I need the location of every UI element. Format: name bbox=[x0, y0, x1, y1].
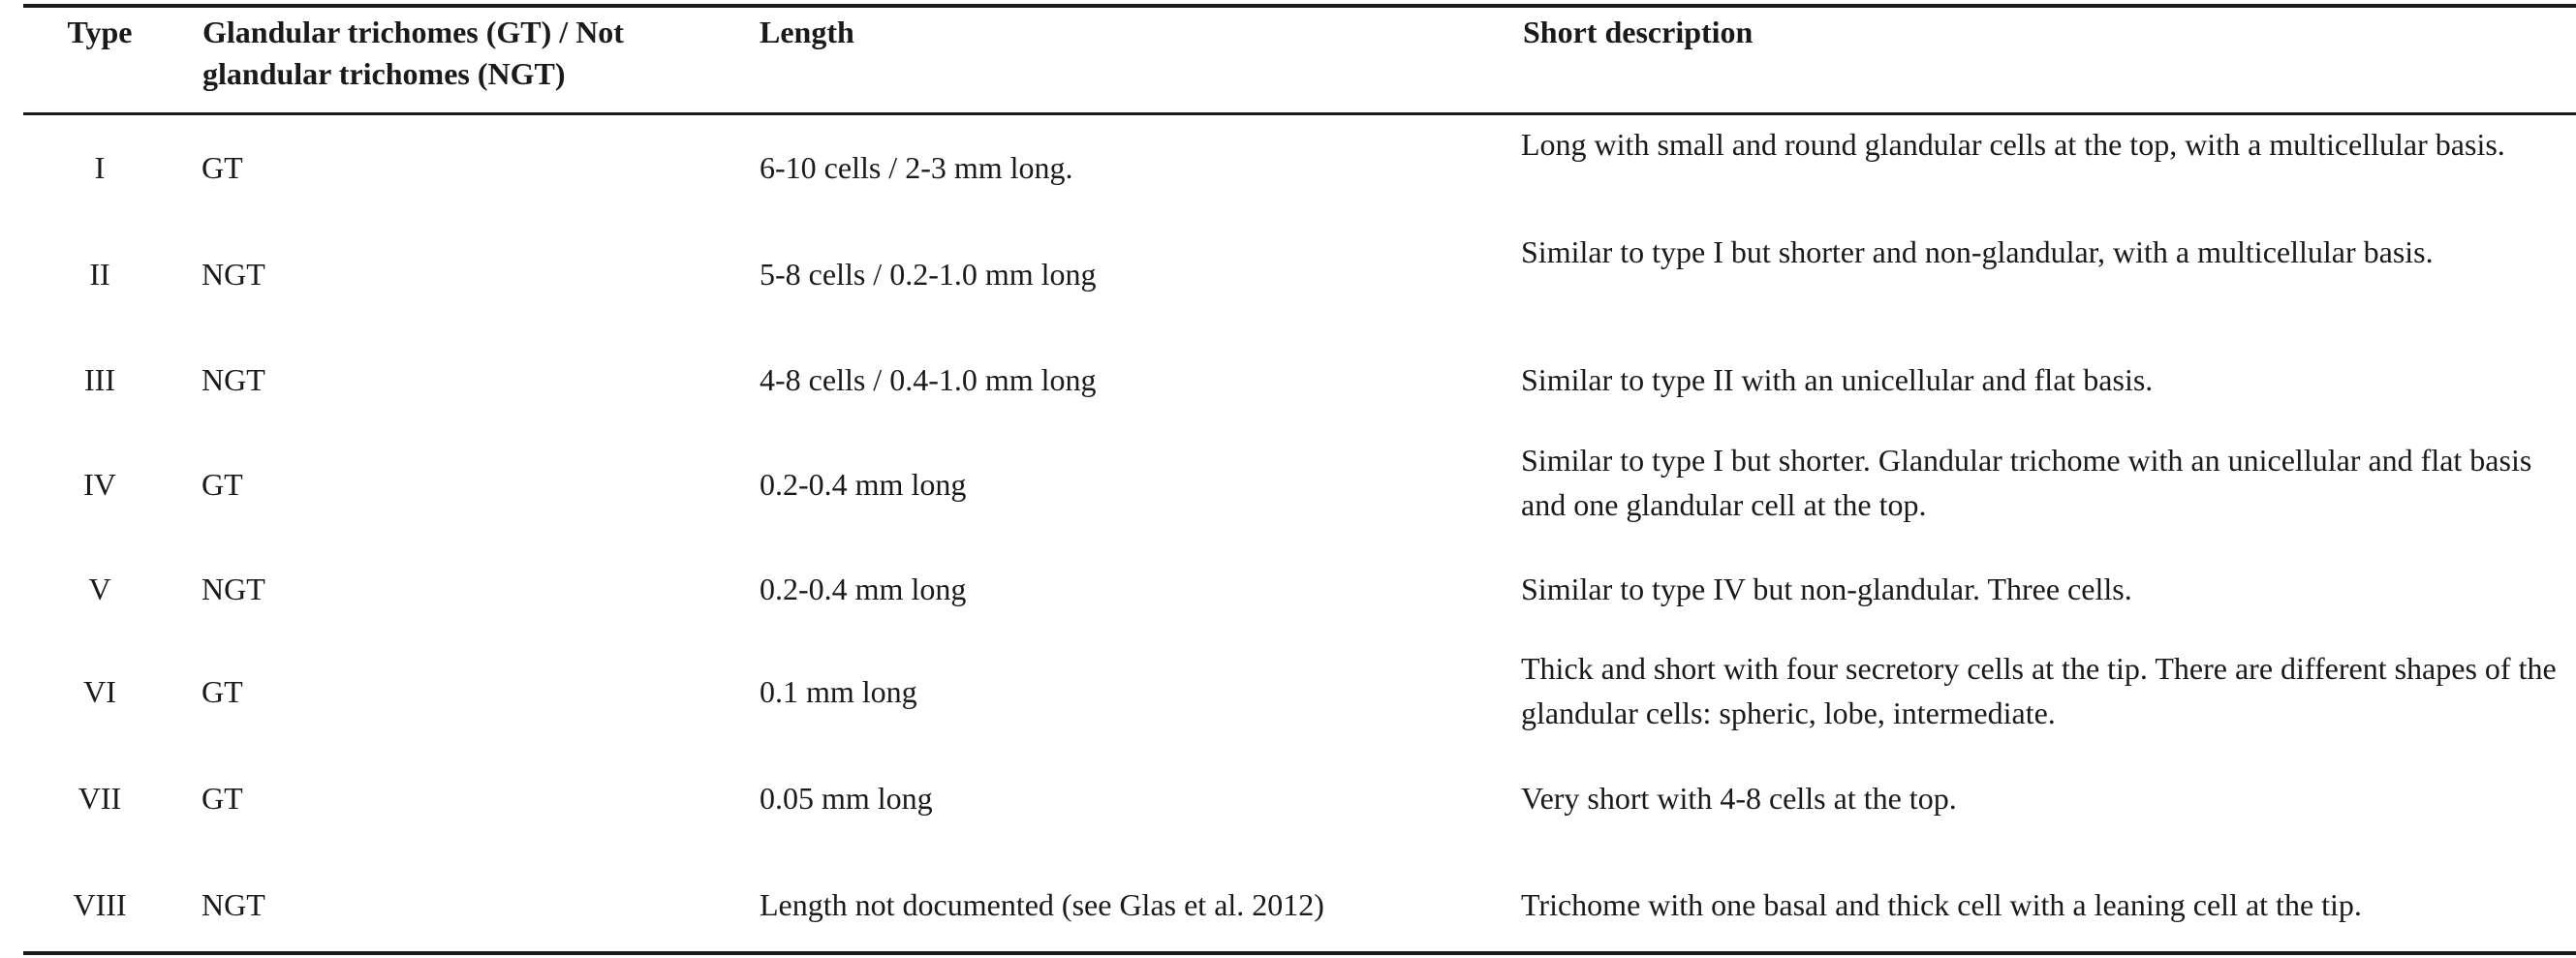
header-gt-ngt: Glandular trichomes (GT) / Not glandular trichomes (NGT) bbox=[202, 15, 624, 91]
bottom-rule bbox=[23, 951, 2576, 955]
cell-description: Similar to type II with an unicellular and flat basis. bbox=[1521, 362, 2154, 397]
cell-type: IV bbox=[83, 467, 116, 502]
cell-gt: GT bbox=[202, 781, 243, 816]
cell-description: Thick and short with four secretory cells at the tip. There are different shapes of the glandular cells: spheric, lobe, intermediate. bbox=[1521, 651, 2557, 730]
trichome-types-table bbox=[23, 0, 2576, 958]
cell-description: Trichome with one basal and thick cell with a leaning cell at the tip. bbox=[1521, 887, 2362, 922]
cell-type: VII bbox=[78, 781, 122, 816]
cell-description: Long with small and round glandular cells at the top, with a multicellular basis. bbox=[1521, 127, 2505, 162]
header-length: Length bbox=[760, 15, 854, 49]
cell-gt: GT bbox=[202, 150, 243, 185]
cell-gt: NGT bbox=[202, 362, 265, 397]
cell-length: Length not documented (see Glas et al. 2012) bbox=[760, 887, 1324, 922]
cell-description: Similar to type IV but non-glandular. Three cells. bbox=[1521, 572, 2132, 606]
header-short-description: Short description bbox=[1523, 15, 1754, 49]
cell-gt: GT bbox=[202, 674, 243, 709]
cell-description: Very short with 4-8 cells at the top. bbox=[1521, 781, 1957, 816]
cell-gt: NGT bbox=[202, 572, 265, 606]
cell-length: 6-10 cells / 2-3 mm long. bbox=[760, 150, 1073, 185]
cell-type: III bbox=[84, 362, 115, 397]
cell-length: 5-8 cells / 0.2-1.0 mm long bbox=[760, 257, 1097, 292]
cell-length: 0.1 mm long bbox=[760, 674, 917, 709]
header-type: Type bbox=[67, 15, 133, 49]
cell-gt: GT bbox=[202, 467, 243, 502]
header-rule bbox=[23, 112, 2576, 115]
cell-length: 0.2-0.4 mm long bbox=[760, 572, 967, 606]
cell-type: VI bbox=[83, 674, 116, 709]
top-rule bbox=[23, 4, 2576, 8]
cell-gt: NGT bbox=[202, 257, 265, 292]
cell-length: 0.05 mm long bbox=[760, 781, 933, 816]
cell-type: V bbox=[88, 572, 111, 606]
cell-description: Similar to type I but shorter. Glandular trichome with an unicellular and flat basis and one glandular cell at the top. bbox=[1521, 443, 2532, 522]
cell-gt: NGT bbox=[202, 887, 265, 922]
cell-description: Similar to type I but shorter and non-glandular, with a multicellular basis. bbox=[1521, 234, 2434, 269]
table-header bbox=[23, 12, 2576, 108]
cell-type: I bbox=[94, 150, 106, 185]
cell-type: II bbox=[89, 257, 110, 292]
cell-type: VIII bbox=[73, 887, 127, 922]
cell-length: 4-8 cells / 0.4-1.0 mm long bbox=[760, 362, 1097, 397]
cell-length: 0.2-0.4 mm long bbox=[760, 467, 967, 502]
